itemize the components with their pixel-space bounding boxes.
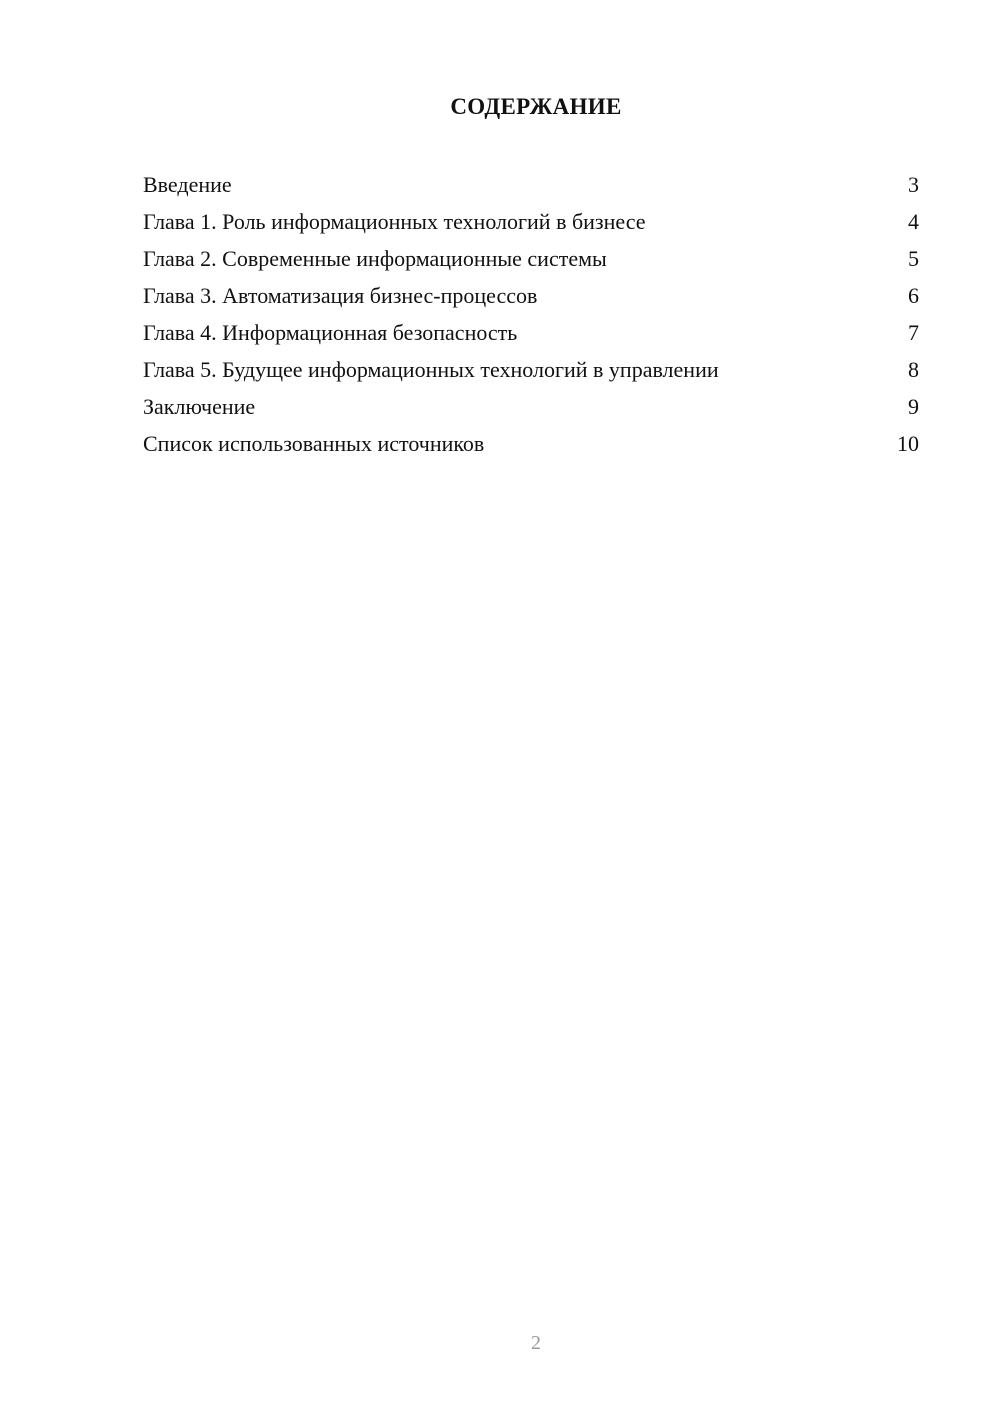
- toc-entry-page: 4: [908, 209, 919, 234]
- toc-entry-label: Глава 5. Будущее информационных технологий в управлении: [143, 357, 719, 382]
- toc-entry-label: Введение: [143, 172, 232, 197]
- toc-entry-page: 7: [908, 320, 919, 345]
- toc-entry-label: Глава 3. Автоматизация бизнес-процессов: [143, 283, 538, 308]
- toc-entry-introduction[interactable]: [143, 166, 919, 203]
- toc-entry-label: Список использованных источников: [143, 431, 485, 456]
- toc-entry-chapter-2[interactable]: [143, 240, 919, 277]
- toc-entry-conclusion[interactable]: [143, 388, 919, 425]
- toc-entry-label: Глава 1. Роль информационных технологий в бизнесе: [143, 209, 646, 234]
- toc-entry-chapter-4[interactable]: [143, 314, 919, 351]
- toc-entry-page: 5: [908, 246, 919, 271]
- toc-entry-page: 8: [908, 357, 919, 382]
- toc-entry-references[interactable]: [143, 425, 919, 462]
- toc-entry-page: 6: [908, 283, 919, 308]
- toc-entry-label: Глава 2. Современные информационные системы: [143, 246, 607, 271]
- toc-entry-chapter-5[interactable]: [143, 351, 919, 388]
- page-title: СОДЕРЖАНИЕ: [450, 94, 622, 119]
- table-of-contents: [143, 166, 919, 462]
- toc-entry-page: 10: [897, 431, 919, 456]
- toc-entry-chapter-1[interactable]: [143, 203, 919, 240]
- toc-entry-page: 3: [908, 172, 919, 197]
- toc-entry-chapter-3[interactable]: [143, 277, 919, 314]
- toc-entry-page: 9: [908, 394, 919, 419]
- page-number: 2: [531, 1332, 541, 1354]
- toc-entry-label: Заключение: [143, 394, 256, 419]
- toc-entry-label: Глава 4. Информационная безопасность: [143, 320, 518, 345]
